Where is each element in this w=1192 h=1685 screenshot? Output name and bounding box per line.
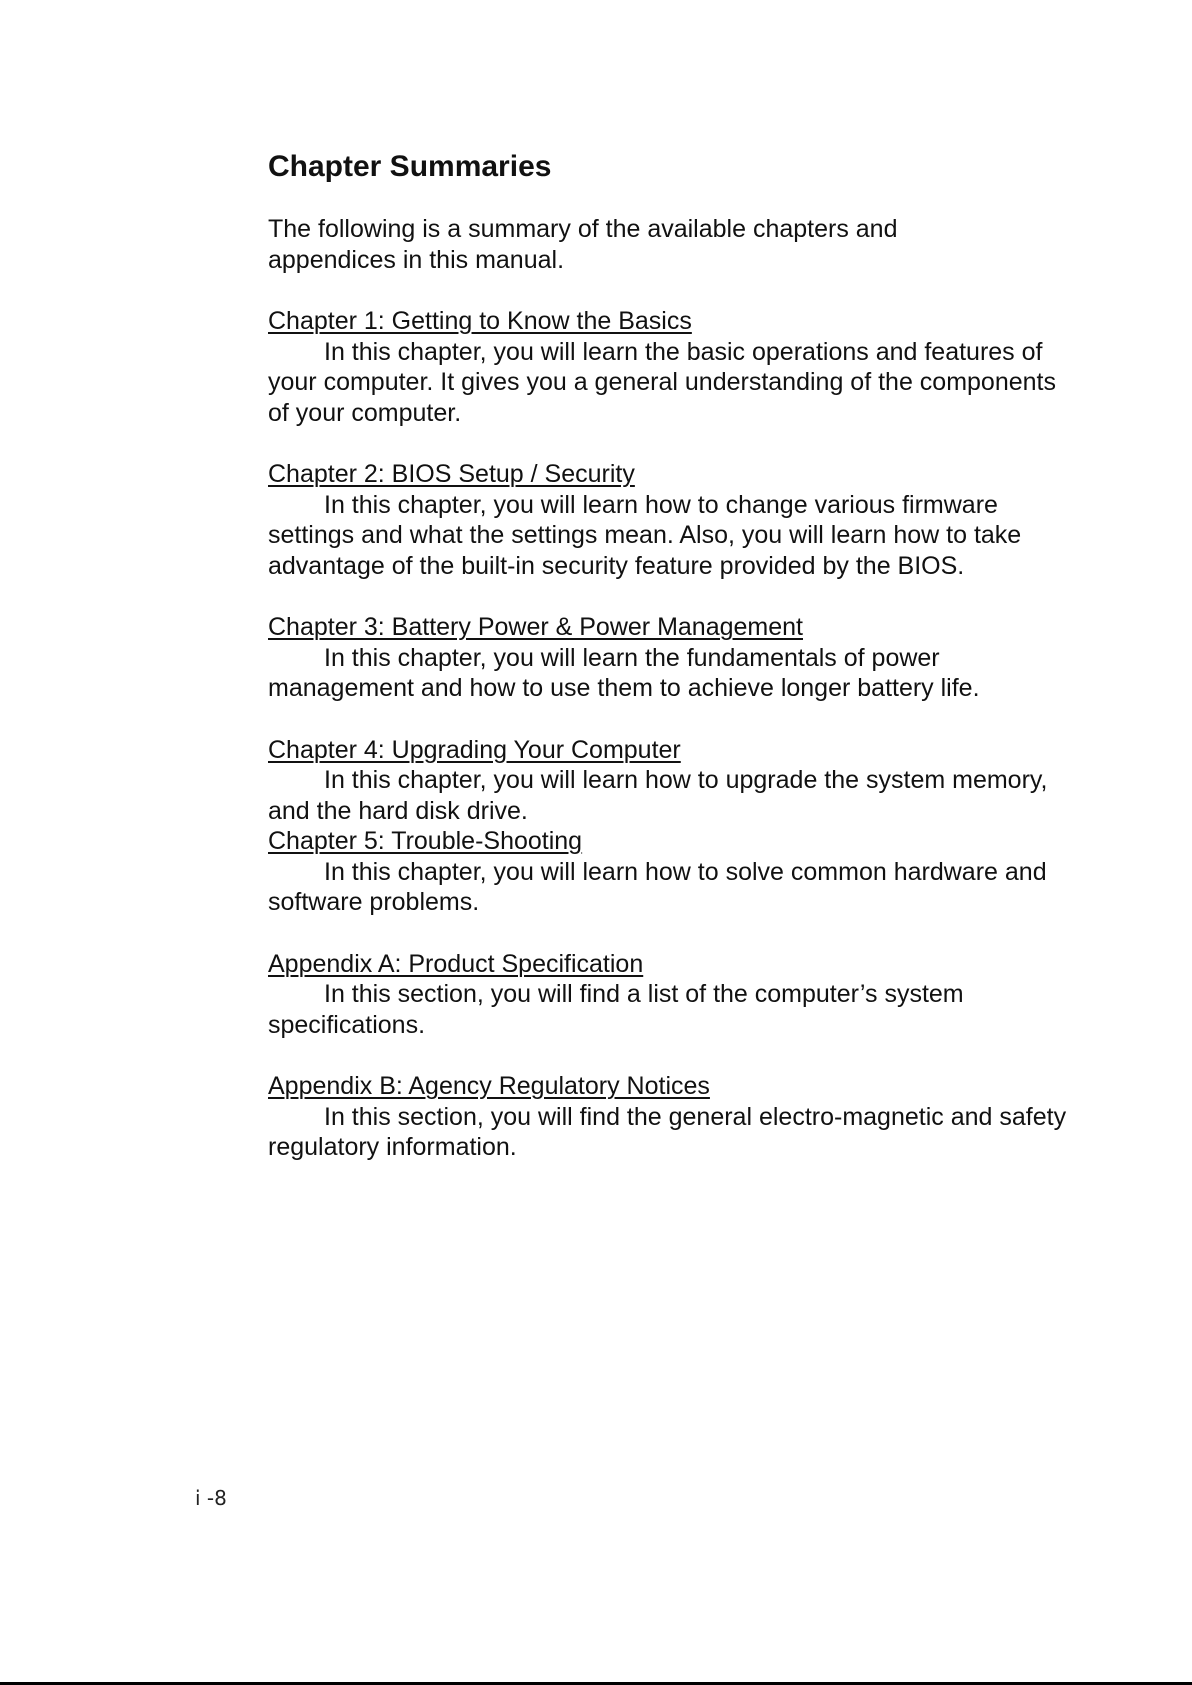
section-title: Chapter 4: Upgrading Your Computer bbox=[268, 735, 681, 764]
section-body: In this section, you will find a list of the computer’s system specifications. bbox=[268, 980, 964, 1039]
section-title: Chapter 1: Getting to Know the Basics bbox=[268, 307, 692, 335]
section-chapter-2 bbox=[268, 459, 1068, 581]
document-page bbox=[268, 150, 1068, 1194]
section-title: Chapter 3: Battery Power & Power Management bbox=[268, 613, 803, 641]
section-body: In this chapter, you will learn the basic operations and features of your computer. It gives you a general understanding of the components of your computer. bbox=[268, 337, 1056, 427]
section-chapter-4 bbox=[268, 735, 1068, 827]
section-appendix-a bbox=[268, 949, 1068, 1041]
section-body: In this chapter, you will learn how to upgrade the system memory, and the hard disk drive. bbox=[268, 766, 1048, 825]
section-body: In this chapter, you will learn how to solve common hardware and software problems. bbox=[268, 857, 1047, 916]
page-number: i -8 bbox=[195, 1486, 227, 1510]
section-title: Appendix A: Product Specification bbox=[268, 949, 644, 978]
section-body: In this section, you will find the general electro-magnetic and safety regulatory information. bbox=[268, 1102, 1067, 1161]
section-body: In this chapter, you will learn the fundamentals of power management and how to use them to achieve longer battery life. bbox=[268, 643, 980, 702]
section-body: In this chapter, you will learn how to change various firmware settings and what the settings mean. Also, you will learn how to take advantage of the built-in security feature provided by the BIOS. bbox=[268, 490, 1022, 580]
section-title: Chapter 5: Trouble-Shooting bbox=[268, 827, 583, 855]
section-title: Chapter 2: BIOS Setup / Security bbox=[268, 460, 635, 488]
intro-paragraph: The following is a summary of the available chapters and appendices in this manual. bbox=[268, 215, 898, 274]
page-title: Chapter Summaries bbox=[268, 150, 552, 183]
section-chapter-1 bbox=[268, 306, 1068, 428]
section-appendix-b bbox=[268, 1071, 1068, 1163]
section-title: Appendix B: Agency Regulatory Notices bbox=[268, 1072, 710, 1100]
section-chapter-5 bbox=[268, 826, 1068, 918]
section-chapter-3 bbox=[268, 612, 1068, 704]
